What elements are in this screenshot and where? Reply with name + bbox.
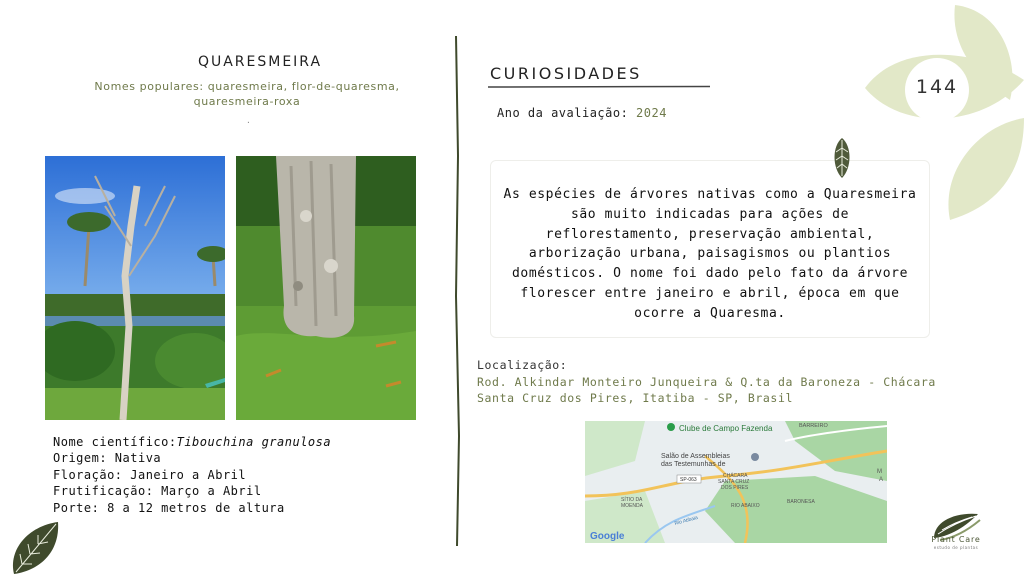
map-area-sitio-2: MOENDA xyxy=(621,503,643,509)
tree-photo xyxy=(45,156,225,420)
logo-tagline: estudo de plantas xyxy=(933,545,979,550)
location-label: Localização: xyxy=(477,358,568,372)
map-poi-hall-1: Salão de Assembleias xyxy=(661,453,730,460)
map-edge-m: M xyxy=(877,469,882,475)
map-area-chacara-2: SANTA CRUZ xyxy=(718,479,750,485)
map-area-chacara-3: DOS PIRES xyxy=(721,485,749,491)
decorative-leaf-icon xyxy=(8,520,62,576)
map-pin-icon xyxy=(667,423,675,431)
evaluation-year-value: 2024 xyxy=(636,106,667,120)
map-place-icon xyxy=(751,453,759,461)
origin: Origem: Nativa xyxy=(53,451,162,466)
location-text: Rod. Alkindar Monteiro Junqueira & Q.ta da Baroneza - Chácara Santa Cruz dos Pires, Itatiba - SP, Brasil xyxy=(477,375,936,405)
scientific-name-label: Nome científico: xyxy=(53,435,177,449)
species-info xyxy=(53,434,331,516)
species-title: QUARESMEIRA xyxy=(197,54,323,70)
logo-name: Plant Care xyxy=(931,535,981,544)
title-underline xyxy=(488,85,710,89)
trunk-photo xyxy=(236,156,416,420)
size: Porte: 8 a 12 metros de altura xyxy=(53,500,285,515)
map-area-rio-abaixo: RIO ABAIXO xyxy=(731,503,760,509)
popular-names xyxy=(62,79,432,109)
scientific-name: Tibouchina granulosa xyxy=(176,435,332,449)
evaluation-year-label: Ano da avaliação: xyxy=(497,106,637,120)
curiosities-text: As espécies de árvores nativas como a Quaresmeira são muito indicadas para ações de reflorestamento, preservação ambiental, arborização urbana, paisagismos ou plantios domésticos. O nome foi dado pelo fato da árvore florescer entre janeiro e abril, época em que ocorre a Quaresma. xyxy=(503,187,917,321)
map-poi-club: Clube de Campo Fazenda xyxy=(679,424,773,433)
map-poi-hall-2: das Testemunhas de xyxy=(661,461,726,468)
fruiting: Frutificação: Março a Abril xyxy=(53,484,262,499)
map-river: Rio Atibaia xyxy=(673,514,699,527)
curiosities-title: CURIOSIDADES xyxy=(490,64,642,83)
vertical-divider xyxy=(452,36,462,546)
flowering: Floração: Janeiro a Abril xyxy=(53,467,247,482)
map-edge-a: A xyxy=(879,477,884,483)
location-map[interactable] xyxy=(585,421,887,543)
separator-dot: . xyxy=(246,116,251,125)
map-area-barreiro: BARREIRO xyxy=(799,423,828,429)
map-area-baronesa: BARONESA xyxy=(787,499,815,505)
scientific-name-row xyxy=(53,434,331,450)
map-road-sp: SP-063 xyxy=(680,477,697,483)
map-area-chacara-1: CHÁCARA xyxy=(723,473,748,479)
evaluation-year xyxy=(497,106,667,120)
page-number: 144 xyxy=(915,76,959,98)
leaf-bottom xyxy=(948,118,1024,220)
popular-names-line-1: Nomes populares: quaresmeira, flor-de-quaresma, xyxy=(94,80,400,93)
popular-names-line-2: quaresmeira-roxa xyxy=(193,95,301,108)
map-area-sitio-1: SÍTIO DA xyxy=(621,497,643,503)
google-logo: Google xyxy=(590,531,625,542)
leaf-icon xyxy=(830,138,854,178)
